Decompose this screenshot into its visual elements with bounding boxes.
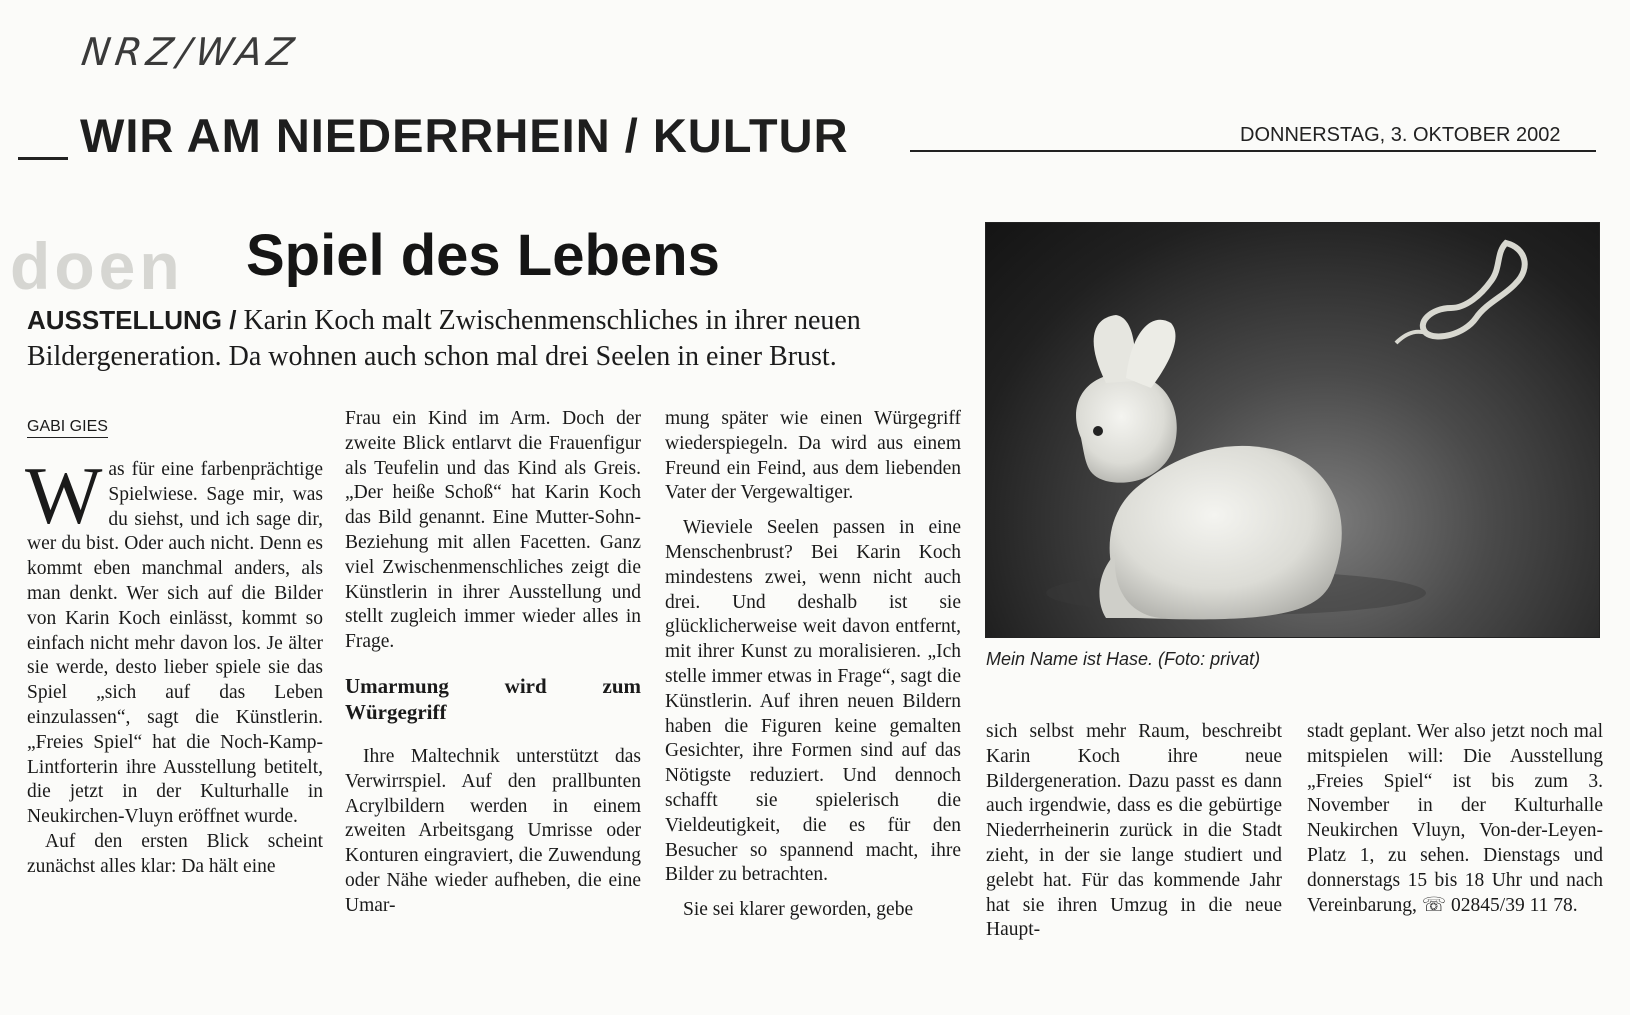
article-kicker: AUSSTELLUNG /: [27, 305, 237, 335]
section-title: WIR AM NIEDERRHEIN / KULTUR: [80, 109, 849, 162]
rabbit-illustration: [986, 223, 1599, 637]
rabbit-photo: [985, 222, 1600, 638]
drop-cap: W: [25, 450, 103, 541]
article-column-2: [345, 407, 641, 919]
article-column-1: [25, 450, 323, 880]
ornament-shape: [1423, 243, 1525, 337]
rabbit-eye: [1093, 426, 1103, 436]
rabbit-head: [1076, 373, 1177, 483]
article-column-4: [986, 720, 1282, 943]
article-subhead: [27, 302, 967, 375]
paragraph: stadt geplant. Wer also jetzt noch mal mitspielen will: Die Ausstellung „Freies Spiel“ ist bis zum 3. November in der Kulturhalle Neukirchen Vluyn, Von-der-Leyen-Platz 1, zu sehen. Dienstags und donnerstags 15 bis 18 Uhr und nach Vereinbarung, ☏ 02845/39 11 78.: [1307, 721, 1603, 916]
ornament-tail: [1396, 332, 1426, 343]
author-byline: GABI GIES: [27, 418, 108, 438]
article-subhead-text: Karin Koch malt Zwischenmenschliches in ihrer neuen Bildergeneration. Da wohnen auch schon mal drei Seelen in einer Brust.: [27, 305, 861, 372]
section-rule-right: [910, 150, 1596, 152]
paragraph: Frau ein Kind im Arm. Doch der zweite Blick entlarvt die Frauenfigur als Teufelin und das Kind als Greis. „Der heiße Schoß“ hat Karin Koch das Bild genannt. Eine Mutter-Sohn-Beziehung mit allen Facetten. Ganz viel Zwischenmenschliches zeigt die Künstlerin in ihrer Ausstellung und stellt zugleich immer wieder alles in Frage.: [345, 408, 641, 653]
handwritten-source-note: NRZ/WAZ: [78, 30, 302, 74]
paragraph-text: as für eine farbenprächtige Spielwiese. Sage mir, was du siehst, und ich sage dir, wer du bist. Oder auch nicht. Denn es kommt eben manchmal anders, als man denkt. Wer sich auf die Bilder von Karin Koch einlässt, kommt so einfach nicht mehr davon los. Je älter sie werde, desto lieber spiele sie das Spiel „sich auf das Leben einzulassen“, sagt die Künstlerin. „Freies Spiel“ hat die Noch-Kamp-Lintforterin ihre Ausstellung betitelt, die jetzt in der Kulturhalle in Neukirchen-Vluyn eröffnet wurde.: [27, 459, 323, 828]
paragraph: sich selbst mehr Raum, beschreibt Karin Koch ihre neue Bildergeneration. Dazu passt es dann auch irgendwie, dass es die gebürtige Niederrheinerin zurück in die Stadt zieht, in der sie lange studiert und gelebt hat. Für das kommende Jahr hat sie ihren Umzug in die neue Haupt-: [986, 721, 1282, 941]
bleed-through-ghost-text: doen: [10, 229, 184, 303]
issue-date: DONNERSTAG, 3. OKTOBER 2002: [1240, 124, 1561, 146]
paragraph: mung später wie einen Würgegriff wiederspiegeln. Da wird aus einem Freund ein Feind, aus dem liebenden Vater der Vergewaltiger.: [665, 408, 961, 504]
paragraph: Sie sei klarer geworden, gebe: [683, 899, 914, 921]
photo-caption: Mein Name ist Hase. (Foto: privat): [986, 649, 1261, 669]
article-column-3: [665, 407, 961, 923]
paragraph: Wieviele Seelen passen in eine Menschenbrust? Bei Karin Koch mindestens zwei, wenn nicht auch drei. Und deshalb ist sie glücklicherweise weit davon entfernt, mit ihrer Kunst zu moralisieren. „Ich stelle immer etwas in Frage“, sagt die Künstlerin. Auf ihren neuen Bildern haben die Figuren keine gemalten Gesichter, ihre Formen sind auf das Nötigste reduziert. Und dennoch schafft sie spielerisch die Vieldeutigkeit, die es für den Besucher so spannend macht, ihre Bilder zu betrachten.: [665, 517, 961, 886]
rabbit-ear-right: [1126, 320, 1175, 388]
article-subheading: Umarmung wird zum Würgegriff: [345, 673, 641, 724]
section-rule-left: [18, 157, 68, 160]
article-headline: Spiel des Lebens: [246, 223, 720, 288]
paragraph: Ihre Maltechnik unterstützt das Verwirrspiel. Auf den prallbunten Acrylbildern werden in einem zweiten Arbeitsgang Umrisse oder Konturen eingraviert, die Zuwendung oder Nähe wieder aufheben, die eine Umar-: [345, 745, 641, 916]
paragraph: Auf den ersten Blick scheint zunächst alles klar: Da hält eine: [27, 830, 323, 877]
article-column-5: [1307, 720, 1603, 918]
paragraph: [25, 450, 323, 830]
